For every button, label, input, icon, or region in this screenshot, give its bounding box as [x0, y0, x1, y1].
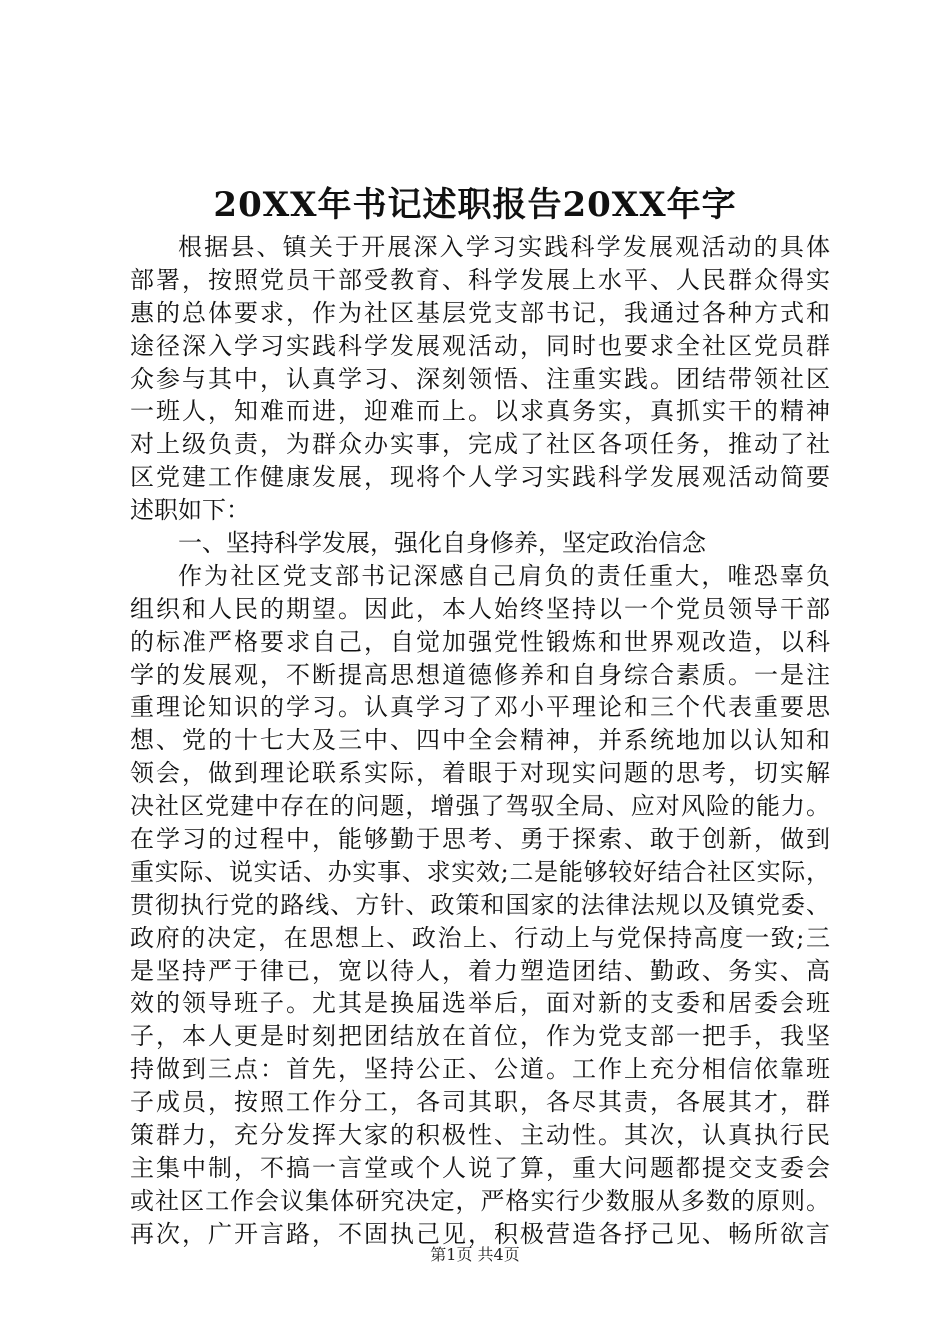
text-line: 或社区工作会议集体研究决定，严格实行少数服从多数的原则。 [130, 1186, 830, 1215]
text-line: 子成员，按照工作分工，各司其职，各尽其责，各展其才，群 [130, 1088, 830, 1117]
text-line: 对上级负责，为群众办实事，完成了社区各项任务，推动了社 [130, 430, 830, 459]
document-body [130, 231, 830, 1251]
text-line: 惠的总体要求，作为社区基层党支部书记，我通过各种方式和 [130, 298, 830, 327]
text-line: 子，本人更是时刻把团结放在首位，作为党支部一把手，我坚 [130, 1022, 830, 1051]
text-line: 述职如下： [130, 496, 250, 525]
text-line: 根据县、镇关于开展深入学习实践科学发展观活动的具体 [178, 233, 830, 261]
text-line: 持做到三点：首先，坚持公正、公道。工作上充分相信依靠班 [130, 1055, 830, 1084]
text-line: 的标准严格要求自己，自觉加强党性锻炼和世界观改造，以科 [130, 627, 830, 656]
page-footer: 第1页 共4页 [430, 1245, 520, 1264]
text-line: 贯彻执行党的路线、方针、政策和国家的法律法规以及镇党委、 [130, 890, 830, 919]
text-line: 途径深入学习实践科学发展观活动，同时也要求全社区党员群 [130, 331, 830, 360]
text-line: 策群力，充分发挥大家的积极性、主动性。其次，认真执行民 [130, 1121, 830, 1150]
text-line: 区党建工作健康发展，现将个人学习实践科学发展观活动简要 [130, 463, 830, 492]
text-line: 主集中制，不搞一言堂或个人说了算，重大问题都提交支委会 [130, 1153, 830, 1182]
text-line: 重理论知识的学习。认真学习了邓小平理论和三个代表重要思 [130, 693, 830, 722]
text-line: 部署，按照党员干部受教育、科学发展上水平、人民群众得实 [130, 265, 830, 294]
text-line: 决社区党建中存在的问题，增强了驾驭全局、应对风险的能力。 [130, 792, 830, 821]
text-line: 效的领导班子。尤其是换届选举后，面对新的支委和居委会班 [130, 989, 830, 1018]
text-line: 一班人，知难而进，迎难而上。以求真务实，真抓实干的精神 [130, 397, 830, 426]
text-line: 是坚持严于律已，宽以待人，着力塑造团结、勤政、务实、高 [130, 956, 830, 985]
text-line: 领会，做到理论联系实际，着眼于对现实问题的思考，切实解 [130, 759, 830, 788]
text-line: 在学习的过程中，能够勤于思考、勇于探索、敢于创新，做到 [130, 825, 830, 854]
document-title: 20XX年书记述职报告20XX年字 [213, 185, 737, 225]
text-line: 众参与其中，认真学习、深刻领悟、注重实践。团结带领社区 [130, 364, 830, 393]
text-line: 作为社区党支部书记深感自己肩负的责任重大，唯恐辜负 [178, 561, 830, 590]
text-line: 组织和人民的期望。因此，本人始终坚持以一个党员领导干部 [130, 594, 830, 623]
text-line: 再次，广开言路，不固执己见，积极营造各抒己见、畅所欲言 [130, 1219, 830, 1248]
text-line: 想、党的十七大及三中、四中全会精神，并系统地加以认知和 [130, 726, 830, 755]
text-line: 重实际、说实话、办实事、求实效;二是能够较好结合社区实际， [130, 857, 830, 886]
section-heading: 一、坚持科学发展，强化自身修养，坚定政治信念 [178, 529, 706, 558]
text-line: 学的发展观，不断提高思想道德修养和自身综合素质。一是注 [130, 660, 830, 689]
text-line: 政府的决定，在思想上、政治上、行动上与党保持高度一致;三 [130, 923, 830, 952]
